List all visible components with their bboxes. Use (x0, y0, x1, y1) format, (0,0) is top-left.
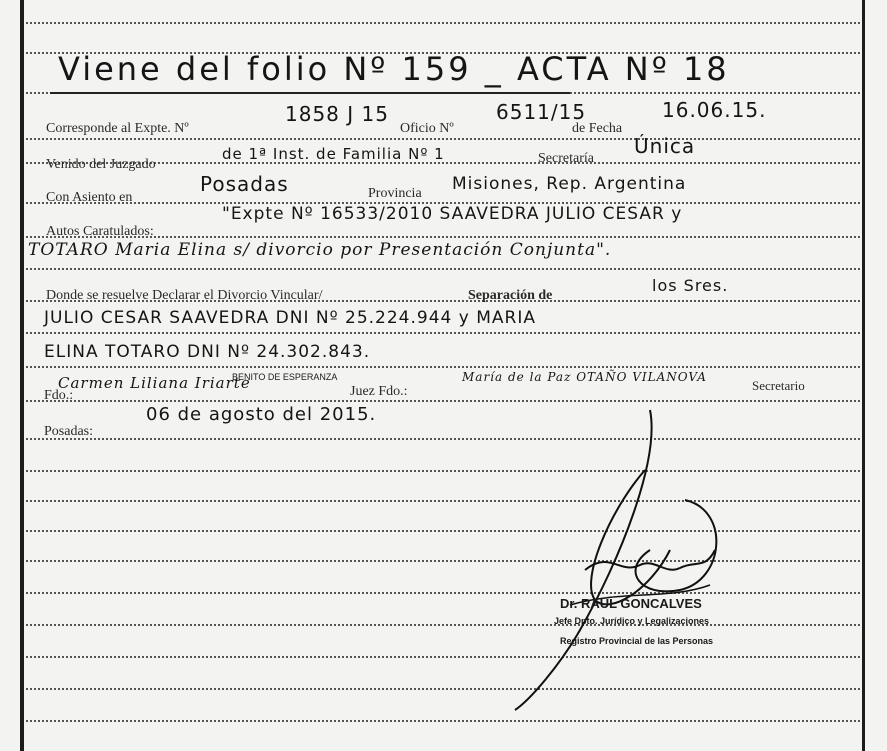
fecha-label: de Fecha (572, 121, 623, 136)
right-border (862, 0, 865, 751)
juez-label: Juez Fdo.: (350, 384, 408, 399)
fecha-value: 16.06.15. (662, 98, 767, 122)
ruled-line (26, 268, 860, 270)
donde-label: Donde se resuelve Declarar el Divorcio Vincular/ (46, 288, 323, 303)
fdo-signer-1: Carmen Liliana Iriarte (58, 374, 251, 392)
handwritten-signature-icon (500, 400, 760, 720)
juzgado-value: de 1ª Inst. de Familia Nº 1 (222, 145, 445, 163)
ruled-line (26, 332, 860, 334)
stamp-line-1: Jefe Dpto. Jurídico y Legalizaciones (554, 616, 710, 626)
left-border (20, 0, 24, 751)
separacion-value: los Sres. (652, 276, 729, 295)
donde-value-2: ELINA TOTARO DNI Nº 24.302.843. (44, 342, 371, 362)
ruled-line (26, 138, 860, 140)
header-underline (50, 92, 570, 94)
autos-value-1: "Expte Nº 16533/2010 SAAVEDRA JULIO CESAR y (222, 204, 683, 224)
oficio-value: 6511/15 (496, 100, 587, 124)
donde-value-1: JULIO CESAR SAAVEDRA DNI Nº 25.224.944 y MARIA (44, 308, 536, 328)
fdo-stamp-text: BENITO DE ESPERANZA (232, 372, 338, 382)
stamp-line-2: Registro Provincial de las Personas (560, 636, 714, 646)
ruled-line (26, 720, 860, 722)
separacion-label: Separación de (468, 288, 553, 303)
secretario-label: Secretario (752, 378, 805, 393)
venido-label: Venido del Juzgado (46, 157, 156, 172)
secretaria-value: Única (634, 134, 696, 158)
oficio-label: Oficio Nº (400, 121, 454, 136)
fdo-label: Fdo.: (44, 388, 74, 403)
folio-continuation: Viene del folio Nº 159 _ ACTA Nº 18 (58, 50, 730, 88)
provincia-label: Provincia (368, 186, 422, 201)
posadas-value: 06 de agosto del 2015. (146, 404, 377, 425)
ruled-line (26, 366, 860, 368)
autos-value-2: TOTARO Maria Elina s/ divorcio por Presentación Conjunta". (28, 240, 612, 260)
asiento-value: Posadas (200, 172, 289, 196)
asiento-label: Con Asiento en (46, 190, 133, 205)
ruled-line (26, 22, 860, 24)
expte-value: 1858 J 15 (285, 102, 389, 126)
provincia-value: Misiones, Rep. Argentina (452, 174, 687, 194)
secretaria-label: Secretaría (538, 151, 594, 166)
juez-value: María de la Paz OTAÑO VILANOVA (462, 370, 707, 384)
stamp-name: Dr. RAUL GONCALVES (560, 596, 702, 611)
corresponde-label: Corresponde al Expte. Nº (46, 121, 189, 136)
autos-label: Autos Caratulados: (46, 224, 154, 239)
posadas-label: Posadas: (44, 424, 93, 439)
